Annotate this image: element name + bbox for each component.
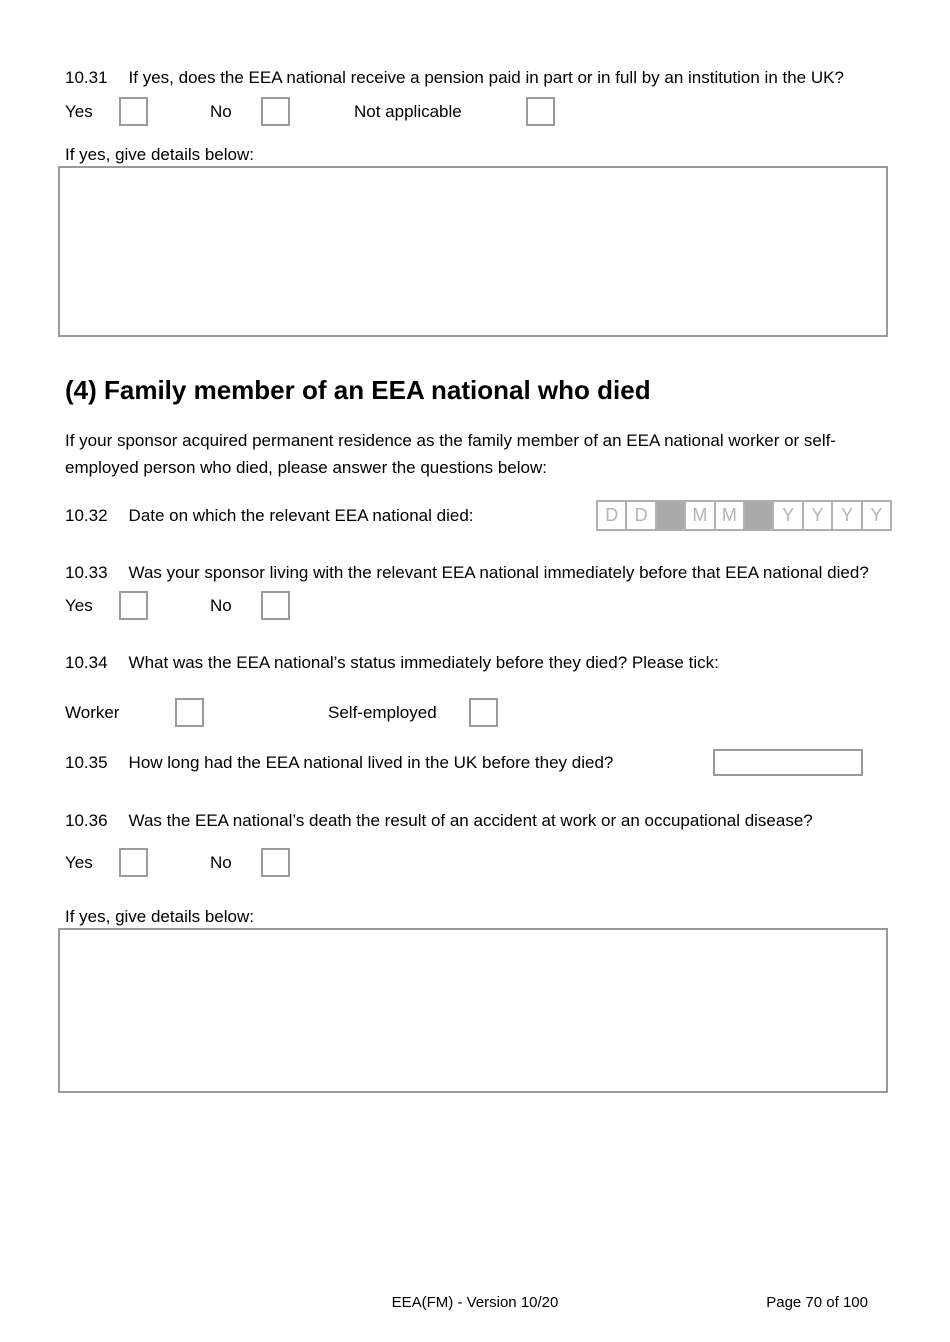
question-text: Was your sponsor living with the relevant EEA national immediately before that EEA national died?	[128, 563, 869, 582]
question-10-31	[65, 64, 877, 91]
date-year-cell[interactable]: Y	[861, 502, 890, 529]
date-day-cell[interactable]: D	[625, 502, 654, 529]
no-label: No	[210, 101, 232, 121]
q1031-details-label: If yes, give details below:	[65, 145, 254, 164]
q1036-no-checkbox[interactable]	[261, 848, 290, 877]
q1033-options-row	[65, 591, 892, 620]
question-text: If yes, does the EEA national receive a pension paid in part or in full by an institution in the UK?	[128, 68, 844, 87]
yes-label: Yes	[65, 101, 93, 121]
q1031-yes-checkbox[interactable]	[119, 97, 148, 126]
worker-label: Worker	[65, 702, 120, 722]
date-spacer	[743, 502, 772, 529]
no-label: No	[210, 852, 232, 872]
question-10-36	[65, 807, 877, 834]
question-10-35	[65, 753, 613, 773]
question-text: What was the EEA national’s status immediately before they died? Please tick:	[128, 653, 719, 672]
question-text: How long had the EEA national lived in the UK before they died?	[128, 752, 614, 772]
q1036-details-textarea[interactable]	[58, 928, 888, 1093]
yes-label: Yes	[65, 595, 93, 615]
date-year-cell[interactable]: Y	[802, 502, 831, 529]
q1036-yes-checkbox[interactable]	[119, 848, 148, 877]
question-number: 10.35	[65, 752, 108, 772]
date-month-cell[interactable]: M	[684, 502, 713, 529]
no-label: No	[210, 595, 232, 615]
question-number: 10.32	[65, 505, 108, 525]
q1036-options-row	[65, 848, 892, 877]
date-spacer	[655, 502, 684, 529]
q1033-yes-checkbox[interactable]	[119, 591, 148, 620]
q1031-options-row	[65, 97, 892, 126]
question-10-33	[65, 559, 877, 586]
date-year-cell[interactable]: Y	[772, 502, 801, 529]
q1031-not-applicable-checkbox[interactable]	[526, 97, 555, 126]
date-of-death-field	[596, 500, 892, 531]
not-applicable-label: Not applicable	[354, 101, 462, 121]
question-number: 10.31	[65, 68, 108, 87]
question-number: 10.34	[65, 653, 108, 672]
form-version: EEA(FM) - Version 10/20	[391, 1294, 559, 1311]
section-heading: (4) Family member of an EEA national who died	[65, 375, 651, 405]
q1034-options-row	[65, 698, 892, 727]
q1031-details-textarea[interactable]	[58, 166, 888, 337]
q1033-no-checkbox[interactable]	[261, 591, 290, 620]
section-intro: If your sponsor acquired permanent residence as the family member of an EEA national worker or self-employed person who died, please answer the questions below:	[65, 431, 837, 477]
date-day-cell[interactable]: D	[598, 502, 625, 529]
self-employed-label: Self-employed	[328, 702, 437, 722]
question-number: 10.33	[65, 563, 108, 582]
q1031-no-checkbox[interactable]	[261, 97, 290, 126]
yes-label: Yes	[65, 852, 93, 872]
question-10-32	[65, 506, 474, 526]
question-10-34	[65, 649, 877, 676]
page-number: Page 70 of 100	[766, 1294, 868, 1311]
duration-lived-in-uk-input[interactable]	[713, 749, 863, 776]
q1034-worker-checkbox[interactable]	[175, 698, 204, 727]
question-number: 10.36	[65, 811, 108, 830]
question-text: Date on which the relevant EEA national died:	[128, 505, 474, 525]
q1036-details-label: If yes, give details below:	[65, 907, 254, 926]
date-year-cell[interactable]: Y	[831, 502, 860, 529]
question-10-32-row	[58, 500, 892, 531]
question-10-35-row	[58, 749, 892, 776]
question-text: Was the EEA national’s death the result of an accident at work or an occupational disease?	[128, 811, 813, 830]
q1034-self-employed-checkbox[interactable]	[469, 698, 498, 727]
date-month-cell[interactable]: M	[714, 502, 743, 529]
